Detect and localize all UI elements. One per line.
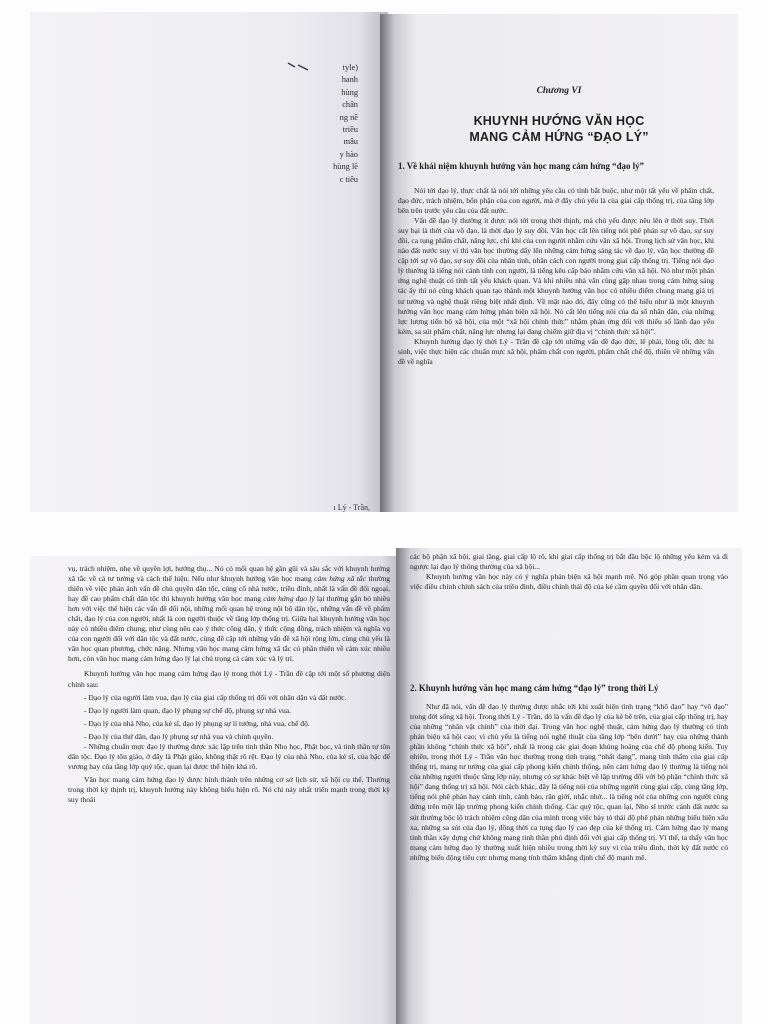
fragment-line: ng nề (339, 112, 358, 122)
list-item: - Đạo lý của nhà Nho, của kẻ sĩ, đạo lý phụng sự lí tưởng, nhà vua, chế độ. (84, 718, 310, 728)
paragraph: Khuynh hướng văn học mang cảm hứng đạo lý trong thời Lý - Trần đề cập tới một số phương diện chính sau: (68, 669, 390, 689)
cropped-text-fragments (318, 62, 358, 186)
paragraph: Nói tới đạo lý, thực chất là nói tới những yêu cầu có tính bắt buộc, như một tất yếu về phẩm chất, đạo đức, trách nhiệm, bổn phận của con người, mà ở đây chủ yếu là của giai cấp thống trị, của tầng lớp bên trên trước yêu cầu của đất nước. (398, 186, 714, 216)
fragment-line: hùng lẽ (333, 162, 358, 172)
body-text (398, 186, 714, 367)
text-run: vụ, trách nhiệm, nhẹ về quyền lợi, hưởng thụ... Nó có mối quan hệ gần gũi và sâu sắc với khuynh hướng xã tắc về cả tư tưởng và cách thể hiện. Nếu như khuynh hướng văn học mang (68, 564, 390, 584)
chapter-title-line: MANG CẢM HỨNG “ĐẠO LÝ” (469, 130, 649, 144)
fragment-line: hùng (341, 87, 358, 97)
paragraph: Văn học mang cảm hứng đạo lý được hình thành trên những cơ sở lịch sử, xã hội cụ thể. Thường trong thời kỳ thịnh trị, khuynh hướng này không hiểu hiện rõ. Nó chỉ nảy nhất triển mạnh trong thời kỳ suy thoái (68, 774, 390, 804)
italic-run: cảm hứng đạo lý (263, 594, 315, 604)
top-left-page (30, 12, 388, 512)
bottom-left-page (30, 556, 408, 1024)
text-run: thường thiên về việc phản ánh vấn đề chủ quyền dân tộc, củng cố nhà nước, triều đình, nhất là vấn đề đối ngoại, hay đề cao phẩm chất dân tộc thì khuynh hướng văn học mang (68, 574, 390, 604)
fragment-line: chân (342, 100, 358, 110)
section-heading: 2. Khuynh hướng văn học mang cảm hứng “đạo lý” trong thời Lý (410, 683, 659, 693)
bottom-spread (0, 512, 768, 1024)
text-run: lại thường gắn bó nhiều hơn với việc thể hiện các vấn đề đối nội, những mối quan hệ trong nội bộ dân tộc, những vấn đề về phẩm chất, đạo lý của con người, nhất là con người thuộc về tầng lớp thống trị. Giữa hai khuynh hướng văn học này có nhiều điểm chung, như cùng nêu cao ý thức công dân, ý thức cộng đồng, trách nhiệm và nghĩa vụ của con người đối với dân tộc và đất nước, cùng đề cập tới những vấn đề xã hội rộng lớn, cùng chủ yếu là văn học quan phương, chức năng. Nhưng văn học mang cảm hứng xã tắc có phần thiên về cảm xúc nhiều hơn, còn văn học mang cảm hứng đạo lý lại chú trọng cả cảm xúc và lý trí. (68, 594, 391, 664)
list-item: - Đạo lý của người làm vua, đạo lý của giai cấp thống trị đối với nhân dân và đất nước. (84, 692, 347, 702)
paragraph: Như đã nói, vấn đề đạo lý thường được nhắc tới khi xuất hiện tình trạng “khô đạo” hay “vô đạo” trong đời sống xã hội. Trong thời Lý - Trần, đó là vấn đề đạo lý của kẻ bề trên, của giai cấp thống trị, hay của những “nhân vật chính” của thời đại. Trong văn học nghệ thuật, cảm hứng đạo lý thường có tính phản biện xã hội cao; vì chủ yếu là tiếng nói nghệ thuật của tầng lớp “bên dưới” hay của những thành phần không “chính thức xã hội”, nhất là trong các giai đoạn khủng hoảng của chế độ phong kiến. Tuy nhiên, trong thời Lý - Trần văn học thường trong tình trạng “nhất dạng”, mang tính thẩm của giai cấp thống trị, mang tư tưởng của giai cấp phong kiến chính thống, nên cảm hứng đạo lý thường là tiếng nói của những người thuộc tầng lớp này, nhưng có sự khác biệt về lập trường đối với bộ phận “chính thức xã hội” đang thống trị xã hội. Nói cách khác, đây là tiếng nói của những người cùng giai cấp, cùng tầng lớp, tiếng nói phê phán hay cảnh tỉnh, cảnh báo, răn giới, nhắc nhở... là tiếng nói của những con người cùng đứng trên một lập trường phong kiến chính thống. Các quý tộc, quan lại, Nho sĩ trước cảnh đất nước sa sút thường bộc lộ trách nhiệm công dân của mình trong việc bày tỏ thái độ phê phán những biểu hiện xấu xa, những sa sút của đạo lý, đồng thời ca tụng đạo lý cao đẹp của kẻ thống trị. Cảm hứng đạo lý mang tinh thần xây dựng chứ không mang tinh thần phủ định đối với giai cấp thống trị. Vì thế, ta thấy văn học mang cảm hứng đạo lý thường xuất hiện nhiều trong thời kỳ suy vi của triều đình, thời kỳ đất nước có những biến động tiêu cực nhưng mang tính thẩm khẳng định chế độ mạnh mẽ. (410, 702, 728, 862)
italic-run: cảm hứng xã tắc (314, 574, 366, 584)
fragment-line: mâu (343, 137, 358, 147)
paragraph: các bộ phận xã hội, giai tầng, giai cấp lộ rõ, khi giai cấp thống trị bắt đầu bộc lộ những yếu kém và đi ngược lại đạo lý thông thường của xã hội... (410, 552, 728, 572)
pen-mark-icon (286, 60, 310, 72)
fragment-line: c tiêu (339, 174, 358, 184)
top-right-page (380, 14, 738, 512)
fragment-line: hanh (341, 75, 358, 85)
body-text (410, 552, 728, 592)
chapter-title-line: KHUYNH HƯỚNG VĂN HỌC (473, 114, 645, 128)
bottom-fragment: ı Lý - Trần, (333, 503, 370, 512)
paragraph (68, 564, 390, 664)
chapter-label: Chương VI (536, 86, 582, 96)
fragment-line: triều (342, 125, 358, 135)
body-text (410, 702, 728, 863)
fragment-line: tyle) (342, 63, 358, 72)
paragraph: Khuynh hướng đạo lý thời Lý - Trần đề cập tới những vấn đề đạo đức, lẽ phải, lòng tốt, đức hi sinh, việc thực hiện các chuẩn mực xã hội, phẩm chất con người, phẩm chất chế độ, thiên về những vấn đề về nghĩa (398, 336, 714, 366)
list-item: - Những chuẩn mực đạo lý thường được xác lập trên tinh thần Nho học, Phật học, và tinh thần tự tôn dân tộc. Đạo lý tôn giáo, ở đây là Phật giáo, không thật rõ rệt. Đạo lý của nhà Nho, của kẻ sĩ, của bậc đế vương hay của tầng lớp quý tộc, quan lại được thể hiện khá rõ. (68, 741, 390, 771)
paragraph: Vấn đề đạo lý thường ít được nói tới trong thời thịnh, mà chủ yếu được nêu lên ở thời suy. Thời suy bại là thời của vô đạo, là thời đạo lý suy đồi. Văn học cất lên tiếng nói phê phán sự vô đạo, sự suy đồi, ca tụng phẩm chất, năng lực, chí khí của con người nhằm cứu vãn xã hội. Trong lịch sử văn học, khi nào đất nước suy vi thì văn học thường dấy lên những cảm hứng sáng tác về đạo lý, văn học thường đề cập tới sự vô đạo, sự suy đồi của nhân tính, nhân cách con người trong giai cấp thống trị. Tiếng nói đạo lý thường là tiếng nói cảnh tỉnh con người, là tiếng kêu cấp báo nhằm cứu vãn xã hội. Nó như một phản ứng nghệ thuật có tính tất yếu khách quan. Và khi nhiều nhà văn cùng gặp nhau trong cảm hứng sáng tác ấy thì nó cũng khách quan tạo thành một khuynh hướng văn học có nhiều điểm chung mang giá trị tư tưởng và nghệ thuật riêng biệt nhất định. Về mặt nào đó, đây cũng có thể hiểu như là một khuynh hướng văn học mang cảm hứng phản biện xã hội. Nó cất lên tiếng nói của đa số nhân dân, của những lực lượng tiến bộ xã hội, của một “xã hội chính thức” nhằm phản ứng đối với thiểu số lãnh đạo yếu kém, sa sút phẩm chất, năng lực nhưng lại đang chiếm giữ địa vị “chính thức xã hội”. (398, 216, 714, 336)
fragment-line: y hào (339, 149, 358, 159)
paragraph: Khuynh hướng văn học này có ý nghĩa phản biện xã hội mạnh mẽ. Nó góp phần quan trọng vào việc điều chỉnh chính sách của triều đình, điều chỉnh thái độ của kẻ cầm quyền đối với nhân dân. (410, 572, 728, 592)
list-item: - Đạo lý của thứ dân, đạo lý phụng sự nhà vua và chính quyền. (84, 731, 274, 741)
body-text (68, 564, 390, 805)
list-item: - Đạo lý người làm quan, đạo lý phụng sự chế độ, phụng sự nhà vua. (84, 705, 291, 715)
chapter-title (380, 113, 738, 145)
bottom-right-page (396, 548, 742, 1024)
section-heading: 1. Về khái niệm khuynh hướng văn học mang cảm hứng “đạo lý” (398, 161, 644, 171)
